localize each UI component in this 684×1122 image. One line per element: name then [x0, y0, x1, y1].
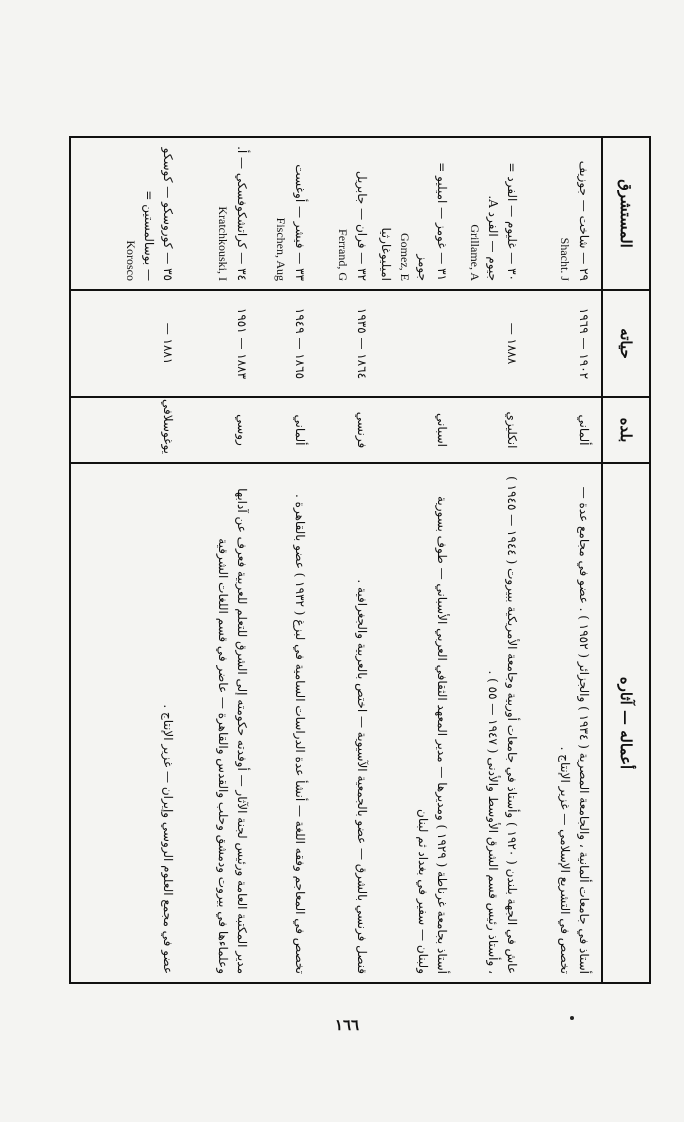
works-cell: تخصص في المعاجم وفقه اللغة — أنشأ عدة الدراسات السامية في لبزغ ( ١٩٣٢ ) عضو بالقاهرة . [293, 494, 307, 974]
orientalist-name: ٣٥ — كوروسكو — كوسكو — بوسالمستين = [142, 147, 175, 281]
orientalist-latin-name: Korosco [123, 240, 138, 281]
country-cell: اسباني [435, 412, 449, 447]
works-cells [71, 464, 601, 982]
works-cell: عضو في مجمع العلوم الروسي وإيران — غزير الإنتاج . [161, 704, 175, 974]
header-life: حياته [601, 291, 649, 396]
orientalist-cell [251, 138, 309, 289]
country-cell: روسي [235, 414, 249, 446]
life-cell: ١٨٨٣ — ١٩٥١ [235, 307, 249, 380]
life-cell: ١٩٠٢ — ١٩٦٩ [577, 307, 591, 380]
orientalist-name: ٣١ — غومز — اميليو = جومز [416, 162, 449, 281]
country-cell: ألماني [293, 414, 307, 446]
life-cell: ١٨٨٨ — [505, 322, 519, 365]
orientalists-table [69, 136, 651, 984]
orientalist-latin-name: Grillame, A [467, 224, 482, 281]
orientalist-cells [71, 138, 601, 289]
life-cell: ١٨٦٥ — ١٩٤٩ [293, 307, 307, 380]
header-country: بلده [601, 398, 649, 462]
orientalist-cell [521, 138, 593, 289]
works-cell: مدير المكتبة العامة ورئيس لجنة الآثار — أوفدته حكومته إلى الشرق للتعلم للعربية فعرف عن آدابها وعلماءها في بيروت ودمشق وحلب والقدس والقاهرة — عاضر في قسم اللغات الشرقية [216, 488, 249, 974]
orientalist-latin-name: Shacht. J [558, 237, 573, 281]
orientalist-cell [177, 138, 251, 289]
orientalist-latin-name: Kratchkouski, I [216, 206, 231, 281]
orientalist-cell [123, 138, 177, 289]
orientalist-name: ٣٢ — فران — جابريل [355, 170, 369, 281]
orientalist-name: ٣٠ — غليوم — الفرد = جيوم — الفرد A. [486, 162, 519, 281]
orientalist-cell [371, 138, 451, 289]
works-cell: أستاذ بجامعة غرناطة ( ١٩٢٩ ) ومديرها — مدير المعهد الثقافي العربي الأسباني — طوف بسورية ولبنان — سفير في بغداد ثم لبنان [416, 495, 449, 974]
country-cells [71, 398, 601, 462]
orientalist-latin-name: Ferrand, G [336, 229, 351, 281]
country-cell: يوغوسلافي [161, 399, 175, 454]
country-cell: انكليزي [505, 411, 519, 449]
orientalist-latin-name: Gomez, E [397, 233, 412, 281]
column-orientalist [71, 138, 649, 289]
column-life [71, 289, 649, 396]
country-cell: فرنسي [355, 411, 369, 449]
orientalist-latin-name: Fischen, Aug [274, 217, 289, 281]
orientalist-cell [451, 138, 521, 289]
column-country [71, 396, 649, 462]
margin-dot [570, 1016, 574, 1020]
life-cell: ١٨٨١ — [161, 322, 175, 365]
orientalist-name: ٣٣ — فيشر — أوغست [293, 164, 307, 281]
orientalist-extra-name: اميليوغارثيا [379, 227, 394, 281]
works-cell: أستاذ في جامعات ألمانية ، والجامعة المصرية ( ١٩٣٤ ) والجزائر ( ١٩٥٢ ) . عضو في مجامع عدة — تخصص في التشريع الإسلامي — غزير الإنتاج . [558, 486, 591, 974]
life-cell: ١٨٦٤ — ١٩٣٥ [355, 307, 369, 380]
works-cell: قنصل فرنسي بالشرق — عضو بالجمعية الآسيوية — اختص بالعربية والجغرافية . [355, 579, 369, 974]
country-cell: ألماني [577, 414, 591, 446]
orientalist-name: ٢٩ — شاخت — جوزيف [577, 160, 591, 281]
page-number: ١٦٦ [334, 1016, 360, 1034]
life-cell [371, 291, 451, 396]
orientalist-cell [309, 138, 371, 289]
orientalist-name: ٣٤ — كراتشكوفسكي — أ. [235, 146, 249, 281]
life-cells [71, 291, 601, 396]
header-orientalist: المستشرق [601, 138, 649, 289]
column-works [71, 462, 649, 982]
header-works: أعماله — آثاره [601, 464, 649, 982]
works-cell: عاش في الجهة بلندن ( ١٩٢٠ ) وأستاذ في جامعات أوربية وجامعة الأمريكية ببيروت ( ١٩٤٤ — ١٩٤٥ ) ، وأستاذ رئيس قسم الشرق الأوسط والأدنى ( ١٩٤٧ — ٥٥ ) . [486, 476, 519, 974]
